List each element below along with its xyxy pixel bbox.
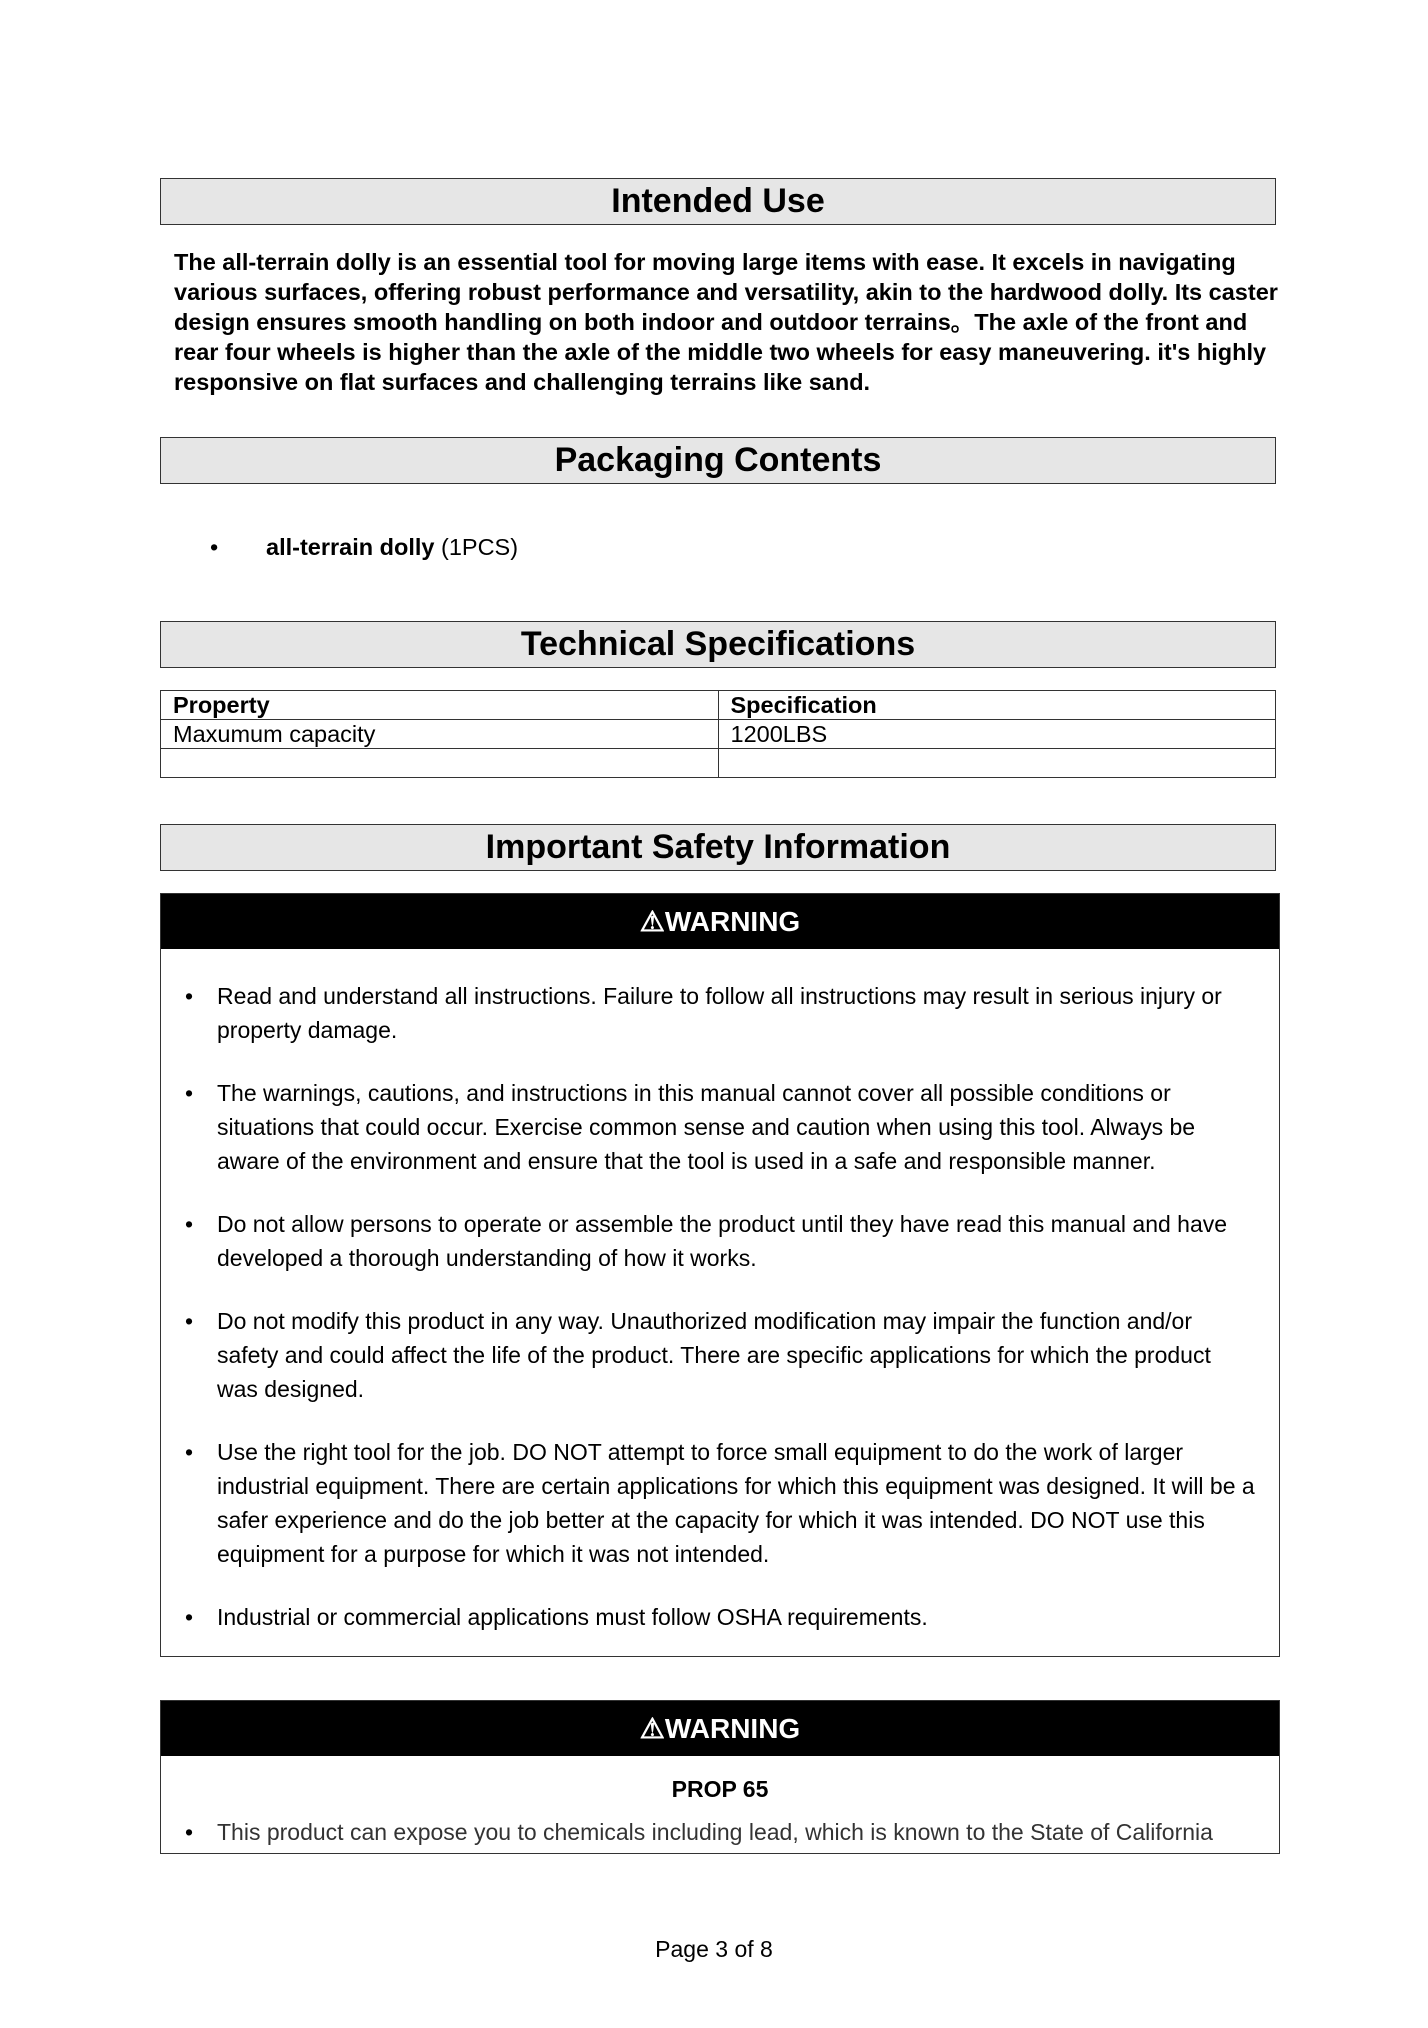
packaging-list-item [210,534,518,561]
safety-title: Important Safety Information [485,828,951,866]
bullet-icon: • [210,534,219,560]
intended-use-heading [160,178,1276,225]
bullet-icon: • [184,1819,194,1845]
safety-warning-box [160,893,1280,1657]
tech-specs-title: Technical Specifications [520,625,916,663]
spec-cell [161,749,719,778]
warning-label: ⚠WARNING [639,1713,801,1744]
spec-header-property: Property [161,691,719,720]
list-item-text: Read and understand all instructions. Failure to follow all instructions may result in serious injury or property damage. [217,983,1222,1043]
warning-banner [161,1701,1279,1756]
page-number: Page 3 of 8 [655,1936,773,1962]
bullet-icon: • [184,1439,194,1465]
list-item [161,1076,1279,1178]
warning-banner [161,894,1279,949]
list-item-text: Do not allow persons to operate or assemble the product until they have read this manual and have developed a thorough understanding of how it works. [217,1211,1228,1271]
bullet-icon: • [184,1211,194,1237]
packaging-heading [160,437,1276,484]
intended-use-body: The all-terrain dolly is an essential tool for moving large items with ease. It excels in navigating various surfaces, offering robust performance and versatility, akin to the hardwood dolly. Its caster design ensures smooth handling on both indoor and outdoor terrains。The axle of the front and rear four wheels is higher than the axle of the middle two wheels for easy maneuvering. it's highly responsive on flat surfaces and challenging terrains like sand. [174,249,1278,395]
packaging-title: Packaging Contents [554,441,882,479]
list-item-text: Use the right tool for the job. DO NOT attempt to force small equipment to do the work of larger industrial equipment. There are certain applications for which this equipment was designed. It will be a safer experience and do the job better at the capacity for which it was intended. DO NOT use this equipment for a purpose for which it was not intended. [217,1439,1255,1567]
tech-specs-heading [160,621,1276,668]
bullet-icon: • [184,1308,194,1334]
intended-use-title: Intended Use [611,182,825,220]
list-item [161,1819,1279,1845]
list-item [161,1600,1279,1634]
spec-cell: 1200LBS [718,720,1276,749]
list-item [161,1207,1279,1275]
spec-cell [718,749,1276,778]
prop65-title: PROP 65 [671,1776,769,1802]
spec-header-specification: Specification [718,691,1276,720]
prop65-text: This product can expose you to chemicals including lead, which is known to the State of California [217,1819,1213,1845]
prop65-warning-box [160,1700,1280,1854]
table-row [161,720,1276,749]
bullet-icon: • [184,983,194,1009]
safety-heading [160,824,1276,871]
spec-table [160,690,1276,778]
spec-table-header [161,691,1276,720]
safety-list [161,949,1279,1650]
spec-cell: Maxumum capacity [161,720,719,749]
list-item [161,979,1279,1047]
packaging-item-qty: (1PCS) [434,534,519,560]
list-item [161,1435,1279,1571]
bullet-icon: • [184,1604,194,1630]
packaging-item-name: all-terrain dolly [266,534,435,560]
list-item-text: Industrial or commercial applications must follow OSHA requirements. [217,1604,928,1630]
bullet-icon: • [184,1080,194,1106]
table-row [161,749,1276,778]
list-item-text: The warnings, cautions, and instructions in this manual cannot cover all possible conditions or situations that could occur. Exercise common sense and caution when using this tool. Always be aware of the environment and ensure that the tool is used in a safe and responsible manner. [217,1080,1196,1174]
list-item [161,1304,1279,1406]
list-item-text: Do not modify this product in any way. Unauthorized modification may impair the function and/or safety and could affect the life of the product. There are specific applications for which the product was designed. [217,1308,1211,1402]
warning-label: ⚠WARNING [639,906,801,937]
